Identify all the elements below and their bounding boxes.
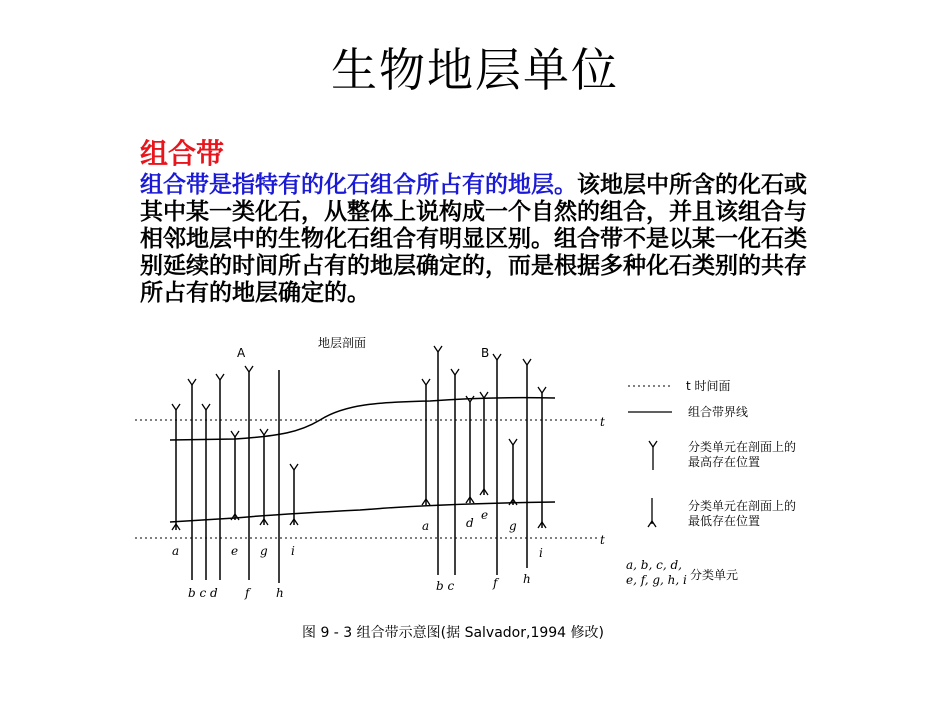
legend-lowest-label-1: 分类单元在剖面上的 (688, 499, 797, 513)
figure-caption: 图 9 - 3 组合带示意图(据 Salvador,1994 修改) (302, 625, 604, 641)
taxon-label: g (509, 519, 517, 533)
section-heading: 组合带 (140, 137, 225, 170)
highest-occurrence-markers (172, 346, 546, 470)
taxon-label: h (523, 572, 531, 586)
legend-lowest-label-2: 最低存在位置 (688, 514, 761, 528)
taxon-label: b c d (188, 586, 218, 600)
taxon-label: e (231, 544, 239, 558)
taxon-label: f (493, 576, 498, 590)
taxon-label: i (539, 546, 543, 560)
section-title: 地层剖面 (318, 336, 367, 350)
taxon-label: i (291, 544, 295, 558)
definition-highlight: 组合带是指特有的化石组合所占有的地层。 (140, 172, 577, 198)
legend-time-plane-label: t 时间面 (686, 379, 731, 393)
taxon-label: a (172, 544, 180, 558)
taxon-label: f (245, 586, 250, 600)
time-label-lower: t (600, 533, 605, 547)
legend-taxa-list-1: a, b, c, d, (626, 558, 682, 572)
section-b-label: B (481, 346, 490, 360)
legend-boundary-label: 组合带界线 (688, 405, 749, 419)
taxon-label: g (260, 544, 268, 558)
taxon-label: d (466, 516, 474, 530)
definition-text: 该地层中所含的化石或其中某一类化石，从整体上说构成一个自然的组合，并且该组合与相邻地层中的生物化石组合有明显区别。组合带不是以某一化石类别延续的时间所占有的地层确定的，而是根据多种化石类别的共存所占有的地层确定的。 (140, 172, 807, 306)
legend-taxa-label: 分类单元 (690, 568, 739, 582)
taxon-label: a (422, 519, 430, 533)
legend-highest-label-1: 分类单元在剖面上的 (688, 440, 797, 454)
taxon-label: b c (436, 579, 455, 593)
legend-highest-symbol (649, 441, 657, 470)
taxon-label: e (481, 508, 489, 522)
page-title: 生物地层单位 (331, 43, 619, 97)
taxon-label: h (276, 586, 284, 600)
legend-highest-label-2: 最高存在位置 (688, 455, 761, 469)
legend-taxa-list-2: e, f, g, h, i (626, 573, 687, 587)
section-b-ranges (426, 352, 542, 575)
section-a-label: A (237, 346, 246, 360)
legend-lowest-symbol (648, 498, 656, 527)
time-label-upper: t (600, 415, 605, 429)
